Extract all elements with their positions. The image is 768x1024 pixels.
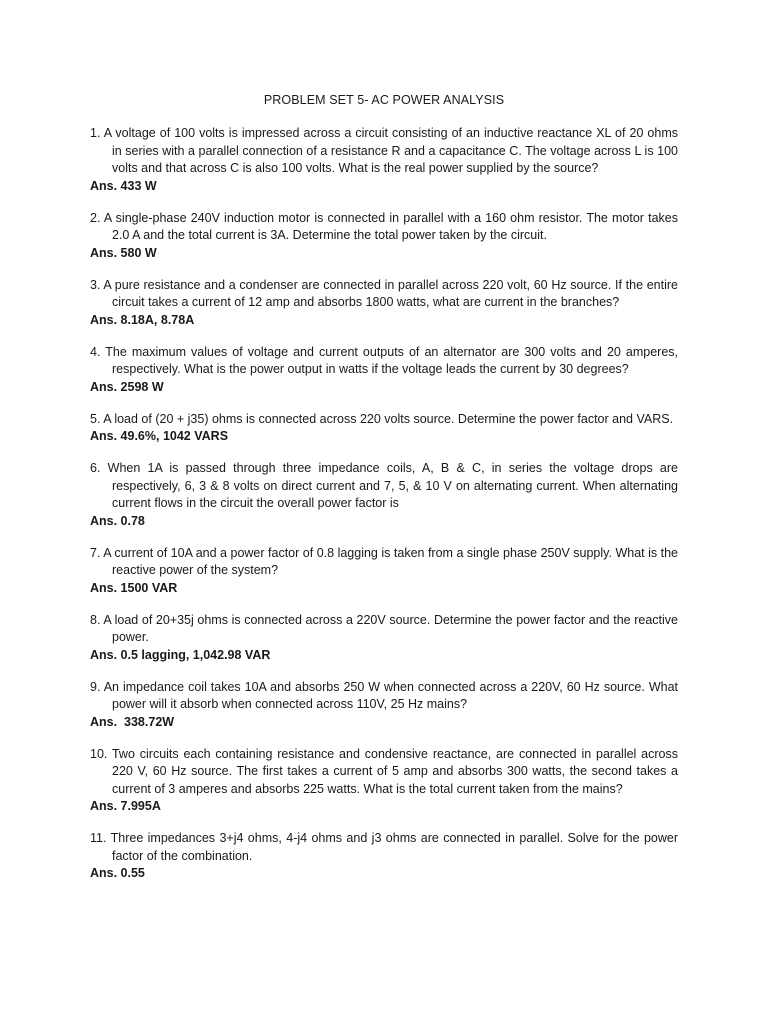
problem-2: [90, 210, 678, 261]
problem-answer: Ans. 433 W: [90, 178, 157, 193]
problem-answer: Ans. 8.18A, 8.78A: [90, 312, 195, 327]
problem-answer: Ans. 7.995A: [90, 799, 161, 813]
problem-answer: Ans. 2598 W: [90, 379, 164, 394]
problem-answer: Ans. 1500 VAR: [90, 580, 178, 595]
problem-question: 6. When 1A is passed through three impedance coils, A, B & C, in series the voltage drops are respectively, 6, 3 & 8 volts on direct current and 7, 5, & 10 V on alternating current. When alternating current flows in the circuit the overall power factor is: [90, 461, 678, 510]
problem-answer: Ans. 0.5 lagging, 1,042.98 VAR: [90, 647, 271, 662]
page-title: PROBLEM SET 5- AC POWER ANALYSIS: [263, 93, 505, 107]
problem-question: 11. Three impedances 3+j4 ohms, 4-j4 ohms and j3 ohms are connected in parallel. Solve for the power factor of the combination.: [90, 831, 678, 863]
problem-list: [90, 125, 678, 897]
problem-question: 1. A voltage of 100 volts is impressed across a circuit consisting of an inductive reactance XL of 20 ohms in series with a parallel connection of a resistance R and a capacitance C. The voltage across L is 100 volts and that across C is also 100 volts. What is the real power supplied by the source?: [90, 126, 678, 175]
problem-8: [90, 612, 678, 663]
problem-question: 4. The maximum values of voltage and current outputs of an alternator are 300 volts and 20 amperes, respectively. What is the power output in watts if the voltage leads the current by 30 degrees?: [90, 344, 678, 376]
problem-9: [90, 679, 678, 730]
problem-4: [90, 344, 678, 395]
problem-question: 8. A load of 20+35j ohms is connected across a 220V source. Determine the power factor and the reactive power.: [90, 612, 678, 644]
problem-6: [90, 460, 678, 529]
problem-question: 5. A load of (20 + j35) ohms is connected across 220 volts source. Determine the power factor and VARS.: [90, 411, 674, 426]
problem-answer: Ans. 338.72W: [90, 714, 175, 729]
problem-5: [90, 411, 678, 445]
problem-question: 10. Two circuits each containing resistance and condensive reactance, are connected in parallel across 220 V, 60 Hz source. The first takes a current of 5 amp and absorbs 300 watts, the second takes a current of 3 amperes and absorbs 225 watts. What is the total current taken from the mains?: [90, 746, 678, 796]
problem-1: [90, 125, 678, 194]
problem-answer: Ans. 0.55: [90, 866, 145, 880]
problem-3: [90, 277, 678, 328]
problem-question: 3. A pure resistance and a condenser are connected in parallel across 220 volt, 60 Hz source. If the entire circuit takes a current of 12 amp and absorbs 1800 watts, what are current in the branches?: [90, 277, 678, 309]
problem-question: 2. A single-phase 240V induction motor is connected in parallel with a 160 ohm resistor. The motor takes 2.0 A and the total current is 3A. Determine the total power taken by the circuit.: [90, 210, 678, 242]
problem-answer: Ans. 580 W: [90, 245, 157, 260]
problem-question: 7. A current of 10A and a power factor of 0.8 lagging is taken from a single phase 250V supply. What is the reactive power of the system?: [90, 545, 678, 577]
problem-answer: Ans. 49.6%, 1042 VARS: [90, 429, 229, 443]
problem-7: [90, 545, 678, 596]
problem-answer: Ans. 0.78: [90, 513, 145, 528]
problem-question: 9. An impedance coil takes 10A and absorbs 250 W when connected across a 220V, 60 Hz source. What power will it absorb when connected across 110V, 25 Hz mains?: [90, 679, 678, 711]
problem-10: [90, 746, 678, 815]
problem-11: [90, 830, 678, 881]
